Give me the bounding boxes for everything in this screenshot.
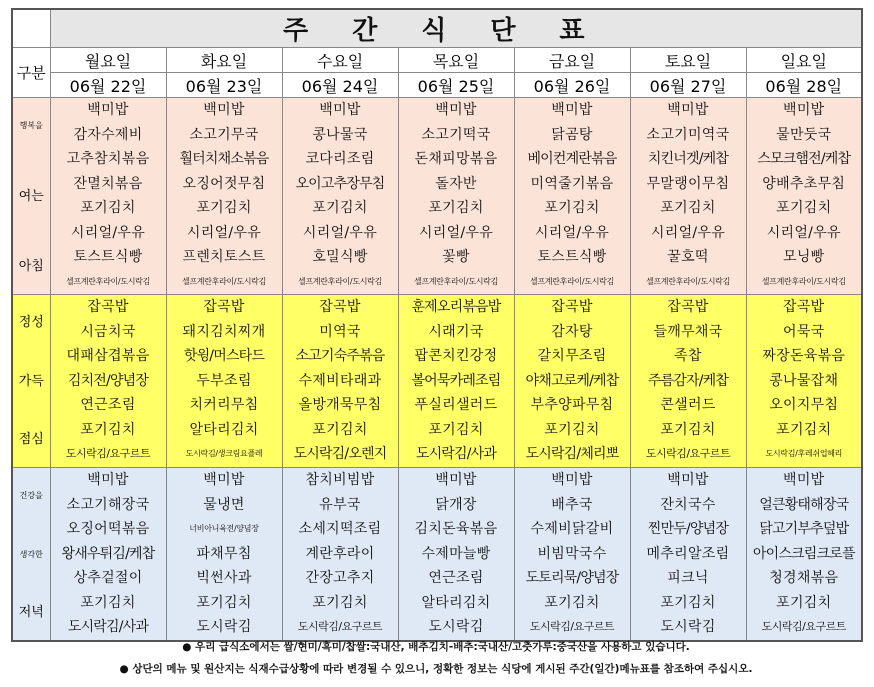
lunch-menu-cell <box>630 295 746 468</box>
menu-item: 소고기해장국 <box>66 496 150 513</box>
menu-item: 셀프계란후라이/도시락김 <box>645 276 731 286</box>
menu-item: 청경채볶음 <box>769 570 839 587</box>
menu-item: 시리얼/우유 <box>302 224 378 241</box>
day-date: 06월 23일 <box>166 73 282 98</box>
menu-item: 시래기국 <box>428 323 484 340</box>
menu-item: 포기김치 <box>660 421 716 438</box>
menu-item: 연근조림 <box>80 397 136 414</box>
menu-item: 김치돈육볶음 <box>414 521 498 538</box>
menu-item: 미역줄기볶음 <box>530 175 614 192</box>
menu-item: 꿀호떡 <box>667 249 709 265</box>
breakfast-menu-cell <box>514 98 630 295</box>
dinner-menu-cell <box>166 468 282 642</box>
menu-item: 피크닉 <box>667 570 709 587</box>
menu-item: 짜장돈육볶음 <box>762 348 846 365</box>
dinner-menu-cell <box>282 468 398 642</box>
menu-item: 감자수제비 <box>73 126 143 143</box>
lunch-label-line: 정성 <box>18 315 44 330</box>
menu-item: 파채무침 <box>196 545 252 562</box>
menu-item: 닭개장 <box>435 496 477 513</box>
menu-item: 물냉면 <box>203 496 245 513</box>
menu-item: 도시락김/요구르트 <box>65 447 151 461</box>
day-date: 06월 28일 <box>746 73 862 98</box>
menu-item: 김치전/양념장 <box>67 372 149 389</box>
menu-item: 포기김치 <box>196 200 252 216</box>
menu-item: 도시락김 <box>660 619 716 636</box>
dinner-menu-cell <box>630 468 746 642</box>
menu-item: 부추양파무침 <box>530 397 614 414</box>
menu-item: 시리얼/우유 <box>418 224 494 241</box>
breakfast-menu-cell <box>398 98 514 295</box>
menu-item: 백미밥 <box>319 102 361 118</box>
lunch-menu-cell <box>50 295 166 468</box>
menu-item: 포기김치 <box>544 421 600 438</box>
menu-item: 대패삼겹볶음 <box>66 348 150 365</box>
menu-item: 도시락김/요구르트 <box>297 620 383 634</box>
menu-item: 스모크햄전/케찹 <box>757 151 851 167</box>
day-name: 수요일 <box>282 48 398 73</box>
menu-item: 치커리무침 <box>189 397 259 414</box>
menu-item: 참치비빔밥 <box>305 472 375 489</box>
lunch-menu-cell <box>282 295 398 468</box>
menu-item: 도시락김 <box>196 619 252 636</box>
note-origin: ● 우리 급식소에서는 쌀/현미/흑미/찹쌀:국내산, 배추김치-배추:국내산/고춧가루:중국산을 사용하고 있습니다. <box>182 641 690 653</box>
menu-table <box>11 8 863 642</box>
menu-item: 코다리조림 <box>305 151 375 167</box>
day-name: 화요일 <box>166 48 282 73</box>
menu-item: 감자탕 <box>551 323 593 340</box>
day-date: 06월 26일 <box>514 73 630 98</box>
menu-item: 야채고로케/케찹 <box>525 372 619 389</box>
day-name: 일요일 <box>746 48 862 73</box>
menu-item: 두부조림 <box>196 372 252 389</box>
menu-item: 족찹 <box>674 348 702 365</box>
menu-item: 백미밥 <box>435 472 477 489</box>
menu-item: 백미밥 <box>87 472 129 489</box>
menu-item: 푸실리샐러드 <box>414 397 498 414</box>
notes <box>11 636 861 680</box>
day-date: 06월 22일 <box>50 73 166 98</box>
menu-item: 포기김치 <box>776 200 832 216</box>
day-name: 월요일 <box>50 48 166 73</box>
menu-item: 메추리알조림 <box>646 545 730 562</box>
breakfast-label-line: 행복을 <box>19 121 43 130</box>
menu-item: 잡곡밥 <box>87 299 129 316</box>
menu-item: 알타리김치 <box>189 421 259 438</box>
menu-item: 셀프계란후라이/도시락김 <box>297 276 383 286</box>
breakfast-menu-cell <box>50 98 166 295</box>
menu-item: 잡곡밥 <box>667 299 709 316</box>
menu-item: 시리얼/우유 <box>534 224 610 241</box>
menu-item: 계란후라이 <box>305 545 375 562</box>
menu-item: 도시락김 <box>428 619 484 636</box>
menu-item: 도시락김/후레쉬업헤리 <box>765 449 843 459</box>
menu-item: 백미밥 <box>203 102 245 118</box>
menu-item: 고추참치볶음 <box>66 151 150 167</box>
menu-item: 왕새우튀김/케찹 <box>61 545 155 562</box>
menu-item: 포기김치 <box>312 421 368 438</box>
menu-item: 오징어젓무침 <box>182 175 266 192</box>
menu-item: 백미밥 <box>667 472 709 489</box>
menu-item: 백미밥 <box>551 472 593 489</box>
dinner-label <box>12 468 50 642</box>
menu-item: 잡곡밥 <box>783 299 825 316</box>
breakfast-label-line: 아침 <box>18 259 44 274</box>
menu-item: 시금치국 <box>80 323 136 340</box>
menu-item: 상추겉절이 <box>73 570 143 587</box>
breakfast-label <box>12 98 50 295</box>
menu-item: 너비아니육전/양념장 <box>189 524 259 534</box>
menu-item: 백미밥 <box>551 102 593 118</box>
page-title: 주간식단표 <box>50 9 862 48</box>
lunch-menu-cell <box>746 295 862 468</box>
day-name: 토요일 <box>630 48 746 73</box>
menu-item: 콩나물잡채 <box>769 372 839 389</box>
menu-item: 호밀식빵 <box>312 249 368 265</box>
lunch-label-line: 가득 <box>18 373 44 389</box>
menu-item: 올방개묵무침 <box>298 397 382 414</box>
menu-item: 돈채피망볶음 <box>414 151 498 167</box>
column-header-label: 구분 <box>12 48 50 98</box>
menu-item: 도시락김/체리뽀 <box>525 446 619 463</box>
dinner-label-line: 저녁 <box>18 605 44 620</box>
menu-item: 백미밥 <box>435 102 477 118</box>
menu-item: 도시락김/요구르트 <box>529 620 615 634</box>
menu-item: 백미밥 <box>203 472 245 489</box>
lunch-menu-cell <box>514 295 630 468</box>
menu-item: 찐만두/양념장 <box>647 521 729 538</box>
menu-item: 도시락김/요구르트 <box>645 447 731 461</box>
menu-item: 연근조림 <box>428 570 484 587</box>
menu-item: 토스트식빵 <box>73 249 143 265</box>
day-name: 금요일 <box>514 48 630 73</box>
menu-item: 프렌치토스트 <box>182 249 266 265</box>
menu-item: 무말랭이무침 <box>646 175 730 192</box>
menu-item: 콩나물국 <box>312 126 368 143</box>
day-date: 06월 25일 <box>398 73 514 98</box>
day-date: 06월 27일 <box>630 73 746 98</box>
menu-item: 시리얼/우유 <box>186 224 262 241</box>
dinner-label-line: 생각한 <box>19 549 43 559</box>
menu-item: 도시락김/사과 <box>415 446 497 463</box>
menu-item: 얼큰황태해장국 <box>759 496 849 513</box>
menu-item: 핫윙/머스타드 <box>183 348 265 365</box>
menu-item: 소고기떡국 <box>421 126 491 143</box>
menu-item: 수제마늘빵 <box>421 545 491 562</box>
menu-item: 포기김치 <box>312 200 368 216</box>
menu-item: 들깨무채국 <box>653 323 723 340</box>
menu-item: 치킨너겟/케찹 <box>647 151 729 167</box>
menu-item: 잔멸치볶음 <box>73 175 143 192</box>
day-name: 목요일 <box>398 48 514 73</box>
menu-item: 소고기무국 <box>189 126 259 143</box>
menu-item: 포기김치 <box>660 200 716 216</box>
menu-item: 토스트식빵 <box>537 249 607 265</box>
menu-item: 물만둣국 <box>776 126 832 143</box>
menu-item: 포기김치 <box>80 200 136 216</box>
menu-item: 도시락김/생크림요플레 <box>185 449 263 459</box>
lunch-menu-cell <box>398 295 514 468</box>
menu-item: 백미밥 <box>783 472 825 489</box>
menu-item: 미역국 <box>319 323 361 340</box>
menu-item: 아이스크림크로플 <box>752 545 855 562</box>
breakfast-menu-cell <box>630 98 746 295</box>
menu-item: 포기김치 <box>428 421 484 438</box>
menu-item: 훈제오리볶음밥 <box>411 299 501 316</box>
dinner-menu-cell <box>514 468 630 642</box>
menu-item: 닭곰탕 <box>551 126 593 143</box>
menu-item: 포기김치 <box>544 594 600 611</box>
menu-item: 포기김치 <box>196 594 252 611</box>
dinner-menu-cell <box>746 468 862 642</box>
menu-item: 오징어떡볶음 <box>66 521 150 538</box>
menu-item: 훨터치채소볶음 <box>179 151 269 167</box>
menu-item: 콘샐러드 <box>660 397 716 414</box>
menu-item: 포기김치 <box>80 594 136 611</box>
menu-item: 돼지김치찌개 <box>182 323 266 340</box>
menu-item: 수제비타래과 <box>298 372 382 389</box>
menu-item: 꽃빵 <box>442 249 470 265</box>
menu-item: 갈치무조림 <box>537 348 607 365</box>
menu-item: 간장고추지 <box>305 570 375 587</box>
menu-item: 잡곡밥 <box>319 299 361 316</box>
menu-item: 닭고기부추덮밥 <box>759 521 849 538</box>
dinner-menu-cell <box>50 468 166 642</box>
menu-item: 시리얼/우유 <box>70 224 146 241</box>
menu-item: 수제비닭갈비 <box>530 521 614 538</box>
menu-item: 포기김치 <box>776 421 832 438</box>
menu-item: 셀프계란후라이/도시락김 <box>181 276 267 286</box>
menu-item: 포기김치 <box>544 200 600 216</box>
breakfast-menu-cell <box>746 98 862 295</box>
menu-item: 오이지무침 <box>769 397 839 414</box>
menu-item: 알타리김치 <box>421 594 491 611</box>
dinner-menu-cell <box>398 468 514 642</box>
menu-item: 베이컨계란볶음 <box>527 151 617 167</box>
menu-item: 볼어묵카레조림 <box>411 372 501 389</box>
dinner-label-line: 건강을 <box>19 491 43 500</box>
menu-item: 비빔막국수 <box>537 545 607 562</box>
menu-item: 도시락김/요구르트 <box>761 620 846 634</box>
menu-item: 백미밥 <box>783 102 825 118</box>
lunch-label-line: 점심 <box>18 432 44 447</box>
menu-item: 포기김치 <box>660 594 716 611</box>
menu-item: 양배추초무침 <box>762 175 846 192</box>
menu-item: 모닝빵 <box>783 249 825 265</box>
breakfast-label-line: 여는 <box>18 188 44 204</box>
menu-item: 잡곡밥 <box>203 299 245 316</box>
menu-item: 포기김치 <box>428 200 484 216</box>
menu-item: 셀프계란후라이/도시락김 <box>65 276 151 286</box>
menu-item: 소고기숙주볶음 <box>295 348 385 365</box>
menu-item: 돌자반 <box>435 175 477 192</box>
menu-item: 포기김치 <box>80 421 136 438</box>
lunch-menu-cell <box>166 295 282 468</box>
breakfast-menu-cell <box>166 98 282 295</box>
breakfast-menu-cell <box>282 98 398 295</box>
menu-item: 백미밥 <box>87 102 129 118</box>
menu-item: 시리얼/우유 <box>650 224 726 241</box>
menu-item: 셀프계란후라이/도시락김 <box>761 276 846 286</box>
lunch-label <box>12 295 50 468</box>
menu-item: 잡곡밥 <box>551 299 593 316</box>
menu-item: 시리얼/우유 <box>766 224 841 241</box>
menu-item: 도시락김/사과 <box>67 619 149 636</box>
menu-item: 도토리묵/양념장 <box>525 570 619 587</box>
menu-item: 유부국 <box>319 496 361 513</box>
menu-item: 도시락김/오렌지 <box>293 446 387 463</box>
menu-item: 셀프계란후라이/도시락김 <box>529 276 615 286</box>
menu-item: 빅썬사과 <box>196 570 252 587</box>
menu-item: 백미밥 <box>667 102 709 118</box>
menu-item: 소고기미역국 <box>646 126 730 143</box>
note-change: ● 상단의 메뉴 및 원산지는 식재수급상황에 따라 변경될 수 있으니, 정확한 정보는 식당에 게시된 주간(일간)메뉴표를 참조하여 주십시오. <box>119 663 753 675</box>
day-date: 06월 24일 <box>282 73 398 98</box>
menu-item: 셀프계란후라이/도시락김 <box>413 276 499 286</box>
menu-item: 팝콘치킨강정 <box>414 348 498 365</box>
menu-item: 어묵국 <box>783 323 825 340</box>
menu-item: 주름감자/케찹 <box>647 372 729 389</box>
corner-cell <box>12 9 50 48</box>
menu-item: 잔치국수 <box>660 496 716 513</box>
menu-item: 포기김치 <box>312 594 368 611</box>
menu-item: 포기김치 <box>776 594 832 611</box>
menu-item: 오이고추장무침 <box>295 175 385 192</box>
menu-item: 배추국 <box>551 496 593 513</box>
weekly-menu <box>11 8 861 642</box>
menu-item: 소세지떡조림 <box>298 521 382 538</box>
